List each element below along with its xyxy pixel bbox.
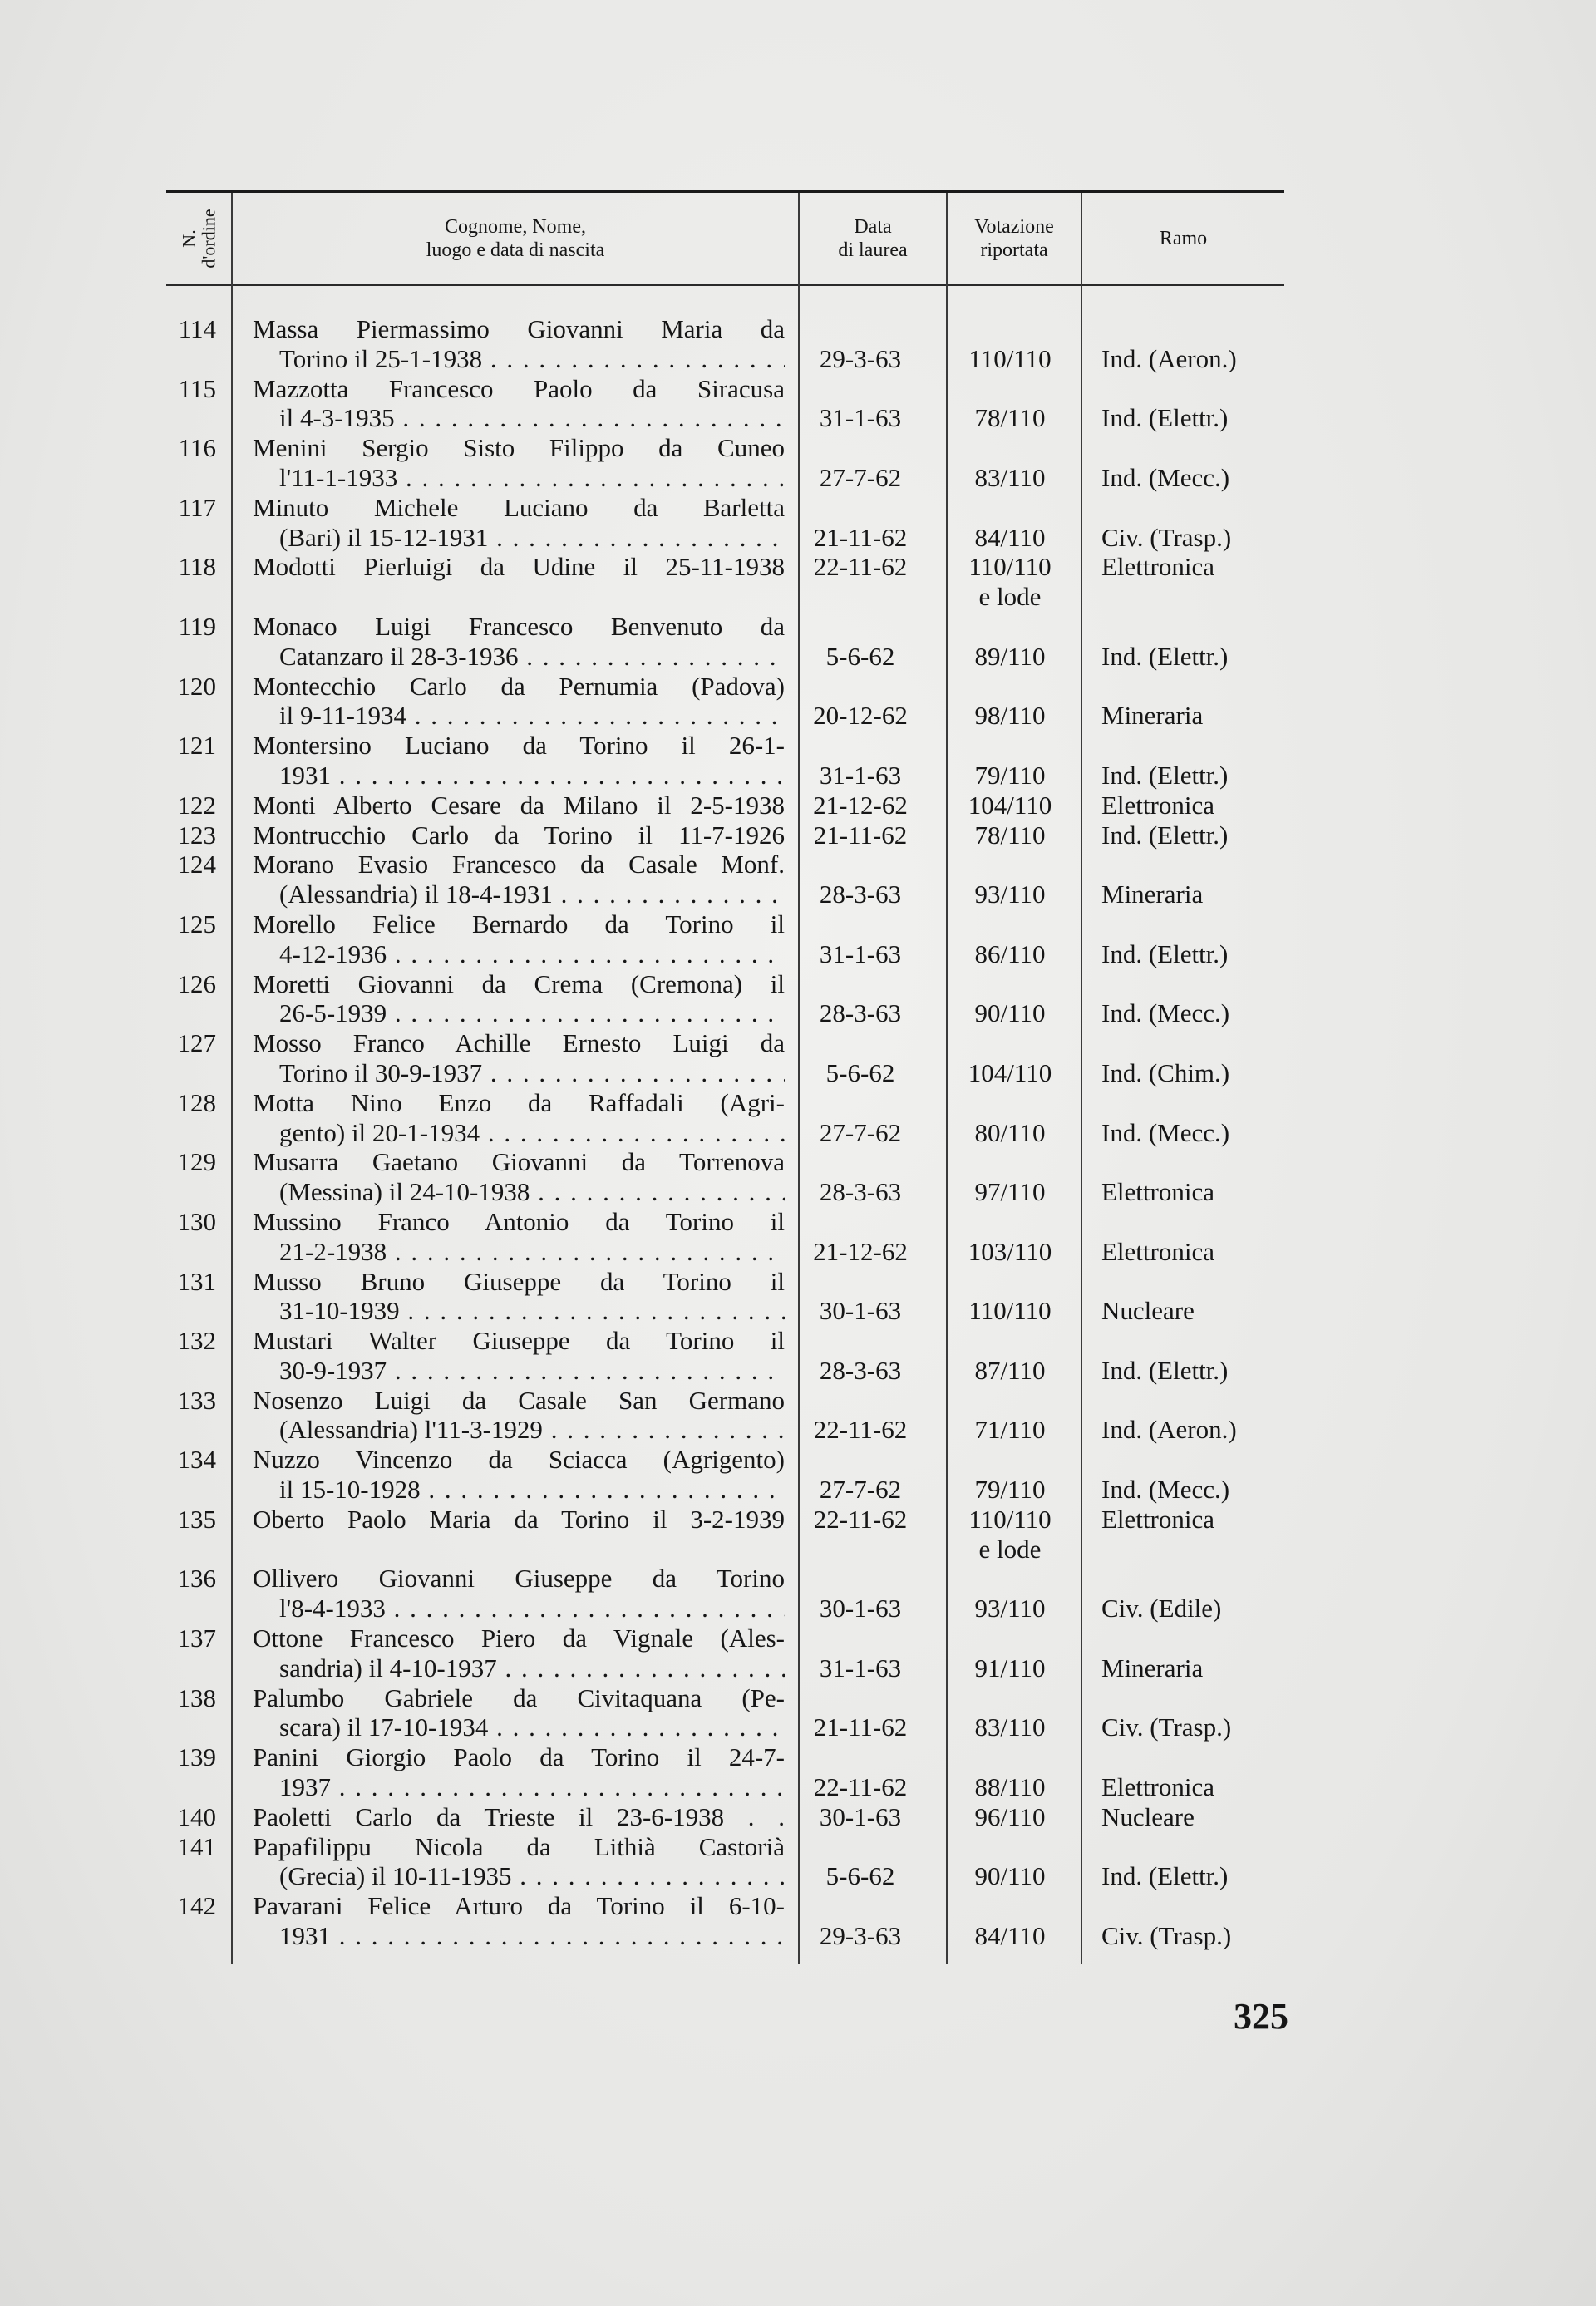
table-row [166, 1683, 1284, 1743]
name-cell [253, 552, 785, 582]
name-cell [253, 1267, 785, 1327]
order-number: 122 [177, 790, 216, 820]
table-row [166, 1147, 1284, 1207]
order-number: 133 [177, 1385, 216, 1415]
vote-value: 90/110 [974, 998, 1046, 1028]
name-cell [253, 1564, 785, 1624]
order-number: 127 [177, 1028, 216, 1058]
birth-line: (Alessandria) l'11-3-1929 . . . [253, 1415, 785, 1445]
graduation-date: 27-7-62 [819, 1117, 902, 1147]
name-cell [253, 969, 785, 1029]
graduation-date: 31-1-63 [819, 939, 902, 968]
graduation-date: 5-6-62 [825, 1861, 895, 1891]
birth-line: (Alessandria) il 18-4-1931 . . . [253, 880, 785, 909]
name-cell [253, 850, 785, 909]
order-number: 125 [177, 909, 216, 939]
vote-cell [948, 1415, 1072, 1445]
order-number: 142 [177, 1891, 216, 1921]
graduation-date: 21-11-62 [813, 1712, 908, 1742]
name-line: Montecchio Carlo da Pernumia (Padova) [253, 671, 785, 701]
table-row [166, 1832, 1284, 1892]
birth-line: 26-5-1939 . . . [253, 998, 785, 1028]
vote-cell [948, 1772, 1072, 1802]
branch-cell: Mineraria [1101, 1653, 1204, 1683]
branch-cell: Ind. (Aeron.) [1101, 343, 1237, 373]
graduation-date: 21-12-62 [813, 790, 908, 820]
branch-cell: Ind. (Mecc.) [1101, 1475, 1230, 1505]
name-cell [253, 612, 785, 672]
table-row [166, 1088, 1284, 1148]
name-line: Monaco Luigi Francesco Benvenuto da [253, 611, 785, 641]
graduation-date: 22-11-62 [813, 1504, 908, 1534]
branch-cell: Ind. (Mecc.) [1101, 998, 1230, 1028]
name-line: Ollivero Giovanni Giuseppe da Torino [253, 1564, 785, 1594]
birth-line: (Grecia) il 10-11-1935 . . . [253, 1861, 785, 1891]
order-number: 118 [178, 552, 216, 582]
table-row [166, 374, 1284, 434]
birth-line: Catanzaro il 28-3-1936 . . . [253, 642, 785, 672]
graduation-date: 29-3-63 [819, 343, 902, 373]
branch-cell: Elettronica [1101, 790, 1214, 820]
vote-value: 83/110 [974, 462, 1046, 492]
name-cell [253, 1207, 785, 1267]
graduation-date: 30-1-63 [819, 1801, 902, 1831]
order-number: 138 [177, 1683, 216, 1712]
name-cell [253, 314, 785, 374]
name-line: Ottone Francesco Piero da Vignale (Ales- [253, 1624, 785, 1653]
name-cell [253, 1832, 785, 1892]
order-number: 135 [177, 1504, 216, 1534]
table-body [166, 314, 1284, 1951]
table-row [166, 493, 1284, 553]
branch-cell: Ind. (Mecc.) [1101, 1117, 1230, 1147]
name-line: Mosso Franco Achille Ernesto Luigi da [253, 1028, 785, 1058]
graduation-date: 22-11-62 [813, 552, 908, 582]
page-number: 325 [1234, 1996, 1288, 2037]
order-number: 141 [177, 1831, 216, 1861]
branch-cell: Elettronica [1101, 1236, 1214, 1266]
table-row [166, 791, 1284, 820]
branch-cell: Ind. (Aeron.) [1101, 1415, 1237, 1445]
vote-value: 88/110 [974, 1772, 1046, 1802]
name-line: Montersino Luciano da Torino il 26-1- [253, 731, 785, 761]
graduation-date: 21-11-62 [813, 522, 908, 552]
vote-value: 71/110 [974, 1415, 1046, 1445]
name-line: Musarra Gaetano Giovanni da Torrenova [253, 1147, 785, 1177]
graduation-date: 28-3-63 [819, 998, 902, 1028]
vote-cell [948, 1237, 1072, 1267]
graduation-date: 31-1-63 [819, 403, 902, 433]
name-line: Motta Nino Enzo da Raffadali (Agri- [253, 1087, 785, 1117]
order-number: 120 [177, 671, 216, 701]
graduation-date: 28-3-63 [819, 1177, 902, 1207]
vote-value: 89/110 [974, 641, 1046, 671]
branch-cell: Ind. (Elettr.) [1101, 939, 1229, 968]
birth-line: sandria) il 4-10-1937 . . . [253, 1653, 785, 1683]
vote-cell [948, 1356, 1072, 1386]
vote-cell [948, 761, 1072, 791]
vote-cell [948, 820, 1072, 850]
header-vote: Votazione riportata [974, 216, 1054, 261]
vote-value: 110/110 [968, 1296, 1052, 1326]
name-line: Panini Giorgio Paolo da Torino il 24-7- [253, 1742, 785, 1772]
vote-cell [948, 1653, 1072, 1683]
branch-cell: Ind. (Chim.) [1101, 1057, 1230, 1087]
header-order-number-label: N. d'ordine [178, 209, 219, 269]
order-number: 128 [177, 1087, 216, 1117]
graduation-date: 31-1-63 [819, 1653, 902, 1683]
birth-line: (Bari) il 15-12-1931 . . . [253, 523, 785, 553]
graduation-date: 21-11-62 [813, 820, 908, 850]
name-cell [253, 1147, 785, 1207]
vote-cell [948, 998, 1072, 1028]
header-ramo: Ramo [1159, 228, 1208, 249]
birth-line: il 9-11-1934 . . . [253, 701, 785, 731]
table-row [166, 969, 1284, 1029]
branch-cell: Elettronica [1101, 1177, 1214, 1207]
vote-value: 78/110 [974, 820, 1046, 850]
vote-value: 87/110 [974, 1355, 1046, 1385]
name-cell [253, 909, 785, 969]
graduation-date: 21-12-62 [813, 1236, 908, 1266]
branch-cell: Civ. (Trasp.) [1101, 1921, 1232, 1951]
birth-line: 1931 . . . [253, 761, 785, 791]
name-line: Morello Felice Bernardo da Torino il [253, 909, 785, 939]
vote-value: 79/110 [974, 760, 1046, 790]
name-cell [253, 1683, 785, 1743]
name-cell [253, 1028, 785, 1088]
name-line: Paoletti Carlo da Trieste il 23-6-1938 . . [253, 1801, 785, 1831]
order-number: 130 [177, 1206, 216, 1236]
name-line: Mussino Franco Antonio da Torino il [253, 1206, 785, 1236]
name-cell [253, 1386, 785, 1446]
table-row [166, 552, 1284, 612]
order-number: 126 [177, 968, 216, 998]
order-number: 137 [177, 1624, 216, 1653]
name-line: Minuto Michele Luciano da Barletta [253, 492, 785, 522]
name-line: Palumbo Gabriele da Civitaquana (Pe- [253, 1683, 785, 1712]
branch-cell: Mineraria [1101, 701, 1204, 731]
branch-cell: Elettronica [1101, 1504, 1214, 1534]
vote-honors: e lode [978, 582, 1042, 612]
vote-cell [948, 1296, 1072, 1326]
order-number: 115 [178, 373, 216, 403]
vote-cell [948, 1802, 1072, 1832]
vote-value: 98/110 [974, 701, 1046, 731]
table-row [166, 820, 1284, 850]
order-number: 114 [178, 314, 216, 343]
table-row [166, 1267, 1284, 1327]
branch-cell: Ind. (Elettr.) [1101, 641, 1229, 671]
vote-cell [948, 463, 1072, 493]
vote-value: 110/110 [968, 552, 1052, 582]
table-row [166, 612, 1284, 672]
birth-line: il 15-10-1928 . . . [253, 1475, 785, 1505]
name-cell [253, 433, 785, 493]
birth-line: 4-12-1936 . . . [253, 939, 785, 969]
order-number: 132 [177, 1326, 216, 1356]
branch-cell: Elettronica [1101, 552, 1214, 582]
vote-cell [948, 1058, 1072, 1088]
order-number: 119 [178, 611, 216, 641]
header-date: Data di laurea [838, 216, 908, 261]
branch-cell: Elettronica [1101, 1772, 1214, 1802]
name-cell [253, 791, 785, 820]
graduation-date: 28-3-63 [819, 880, 902, 909]
vote-cell [948, 344, 1072, 374]
name-cell [253, 374, 785, 434]
branch-cell: Civ. (Trasp.) [1101, 522, 1232, 552]
branch-cell: Mineraria [1101, 880, 1204, 909]
table-row [166, 1624, 1284, 1683]
table-row [166, 1326, 1284, 1386]
birth-line: l'8-4-1933 . . . [253, 1594, 785, 1624]
vote-value: 91/110 [974, 1653, 1046, 1683]
name-line: Papafilippu Nicola da Lithià Castorià [253, 1831, 785, 1861]
table-row [166, 314, 1284, 374]
vote-value: 110/110 [968, 343, 1052, 373]
name-line: Modotti Pierluigi da Udine il 25-11-1938 [253, 552, 785, 582]
vote-cell [948, 1118, 1072, 1148]
vote-cell [948, 791, 1072, 820]
vote-cell [948, 1594, 1072, 1624]
vote-value: 93/110 [974, 880, 1046, 909]
table-row [166, 1445, 1284, 1505]
name-line: Mazzotta Francesco Paolo da Siracusa [253, 373, 785, 403]
name-line: Nuzzo Vincenzo da Sciacca (Agrigento) [253, 1445, 785, 1475]
birth-line: Torino il 30-9-1937 . . . [253, 1058, 785, 1088]
graduation-date: 30-1-63 [819, 1296, 902, 1326]
name-line: Monti Alberto Cesare da Milano il 2-5-1938 [253, 790, 785, 820]
graduation-date: 5-6-62 [825, 641, 895, 671]
order-number: 124 [177, 850, 216, 880]
birth-line: 1937 . . . [253, 1772, 785, 1802]
order-number: 116 [178, 433, 216, 463]
table-row [166, 731, 1284, 791]
birth-line: 21-2-1938 . . . [253, 1237, 785, 1267]
graduation-date: 22-11-62 [813, 1415, 908, 1445]
table-row [166, 1891, 1284, 1951]
birth-line: 31-10-1939 . . . [253, 1296, 785, 1326]
name-cell [253, 1742, 785, 1802]
vote-value: 86/110 [974, 939, 1046, 968]
vote-cell [948, 1177, 1072, 1207]
order-number: 121 [177, 731, 216, 761]
table-row [166, 909, 1284, 969]
table-row [166, 1505, 1284, 1564]
header-bottom-rule [166, 284, 1284, 286]
order-number: 131 [177, 1266, 216, 1296]
vote-cell [948, 552, 1072, 612]
table-row [166, 672, 1284, 732]
vote-cell [948, 642, 1072, 672]
header-name: Cognome, Nome, luogo e data di nascita [426, 216, 605, 261]
vote-cell [948, 939, 1072, 969]
table-row [166, 1207, 1284, 1267]
name-cell [253, 1891, 785, 1951]
branch-cell: Ind. (Elettr.) [1101, 760, 1229, 790]
birth-line: scara) il 17-10-1934 . . . [253, 1712, 785, 1742]
vote-cell [948, 1505, 1072, 1564]
table-row [166, 433, 1284, 493]
name-line: Mustari Walter Giuseppe da Torino il [253, 1326, 785, 1356]
vote-cell [948, 701, 1072, 731]
branch-cell: Ind. (Elettr.) [1101, 1861, 1229, 1891]
vote-cell [948, 1712, 1072, 1742]
name-cell [253, 1624, 785, 1683]
birth-line: (Messina) il 24-10-1938 . . . [253, 1177, 785, 1207]
vote-value: 84/110 [974, 1921, 1046, 1951]
vote-value: 84/110 [974, 522, 1046, 552]
name-line: Pavarani Felice Arturo da Torino il 6-10- [253, 1891, 785, 1921]
name-line: Montrucchio Carlo da Torino il 11-7-1926 [253, 820, 785, 850]
branch-cell: Civ. (Trasp.) [1101, 1712, 1232, 1742]
name-line: Musso Bruno Giuseppe da Torino il [253, 1266, 785, 1296]
order-number: 134 [177, 1445, 216, 1475]
vote-honors: e lode [978, 1534, 1042, 1564]
branch-cell: Civ. (Edile) [1101, 1594, 1222, 1624]
vote-value: 79/110 [974, 1475, 1046, 1505]
header-order-number [166, 193, 233, 284]
order-number: 136 [177, 1564, 216, 1594]
vote-value: 96/110 [974, 1801, 1046, 1831]
order-number: 117 [178, 492, 216, 522]
graduation-date: 30-1-63 [819, 1594, 902, 1624]
vote-value: 80/110 [974, 1117, 1046, 1147]
vote-value: 103/110 [968, 1236, 1052, 1266]
vote-value: 104/110 [968, 1057, 1052, 1087]
order-number: 129 [177, 1147, 216, 1177]
name-line: Massa Piermassimo Giovanni Maria da [253, 314, 785, 343]
name-cell [253, 1505, 785, 1535]
name-line: Morano Evasio Francesco da Casale Monf. [253, 850, 785, 880]
vote-value: 104/110 [968, 790, 1052, 820]
name-line: Moretti Giovanni da Crema (Cremona) il [253, 968, 785, 998]
birth-line: gento) il 20-1-1934 . . . [253, 1118, 785, 1148]
order-number: 123 [177, 820, 216, 850]
vote-cell [948, 880, 1072, 909]
branch-cell: Ind. (Elettr.) [1101, 820, 1229, 850]
vote-value: 83/110 [974, 1712, 1046, 1742]
vote-value: 90/110 [974, 1861, 1046, 1891]
vote-cell [948, 1475, 1072, 1505]
name-line: Oberto Paolo Maria da Torino il 3-2-1939 [253, 1504, 785, 1534]
name-cell [253, 1802, 785, 1832]
name-cell [253, 731, 785, 791]
vote-cell [948, 403, 1072, 433]
graduation-date: 20-12-62 [813, 701, 908, 731]
table-row [166, 1742, 1284, 1802]
table-row [166, 1386, 1284, 1446]
table-row [166, 850, 1284, 909]
birth-line: 30-9-1937 . . . [253, 1356, 785, 1386]
birth-line: Torino il 25-1-1938 . . . [253, 344, 785, 374]
name-cell [253, 1445, 785, 1505]
vote-cell [948, 1861, 1072, 1891]
table-row [166, 1028, 1284, 1088]
order-number: 140 [177, 1801, 216, 1831]
graduation-date: 5-6-62 [825, 1057, 895, 1087]
name-cell [253, 672, 785, 732]
order-number: 139 [177, 1742, 216, 1772]
graduation-date: 27-7-62 [819, 462, 902, 492]
graduation-date: 22-11-62 [813, 1772, 908, 1802]
vote-value: 93/110 [974, 1594, 1046, 1624]
branch-cell: Ind. (Elettr.) [1101, 403, 1229, 433]
table-row [166, 1564, 1284, 1624]
name-line: Menini Sergio Sisto Filippo da Cuneo [253, 433, 785, 463]
vote-cell [948, 1921, 1072, 1951]
branch-cell: Nucleare [1101, 1296, 1195, 1326]
branch-cell: Nucleare [1101, 1801, 1195, 1831]
graduation-date: 31-1-63 [819, 760, 902, 790]
name-cell [253, 820, 785, 850]
graduation-date: 27-7-62 [819, 1475, 902, 1505]
graduation-date: 28-3-63 [819, 1355, 902, 1385]
birth-line: 1931 . . . [253, 1921, 785, 1951]
branch-cell: Ind. (Mecc.) [1101, 462, 1230, 492]
name-line: Nosenzo Luigi da Casale San Germano [253, 1385, 785, 1415]
name-cell [253, 1088, 785, 1148]
vote-cell [948, 523, 1072, 553]
branch-cell: Ind. (Elettr.) [1101, 1355, 1229, 1385]
name-cell [253, 1326, 785, 1386]
vote-value: 97/110 [974, 1177, 1046, 1207]
birth-line: l'11-1-1933 . . . [253, 463, 785, 493]
graduation-date: 29-3-63 [819, 1921, 902, 1951]
vote-value: 78/110 [974, 403, 1046, 433]
vote-value: 110/110 [968, 1504, 1052, 1534]
table-row [166, 1802, 1284, 1832]
name-cell [253, 493, 785, 553]
birth-line: il 4-3-1935 . . . [253, 403, 785, 433]
